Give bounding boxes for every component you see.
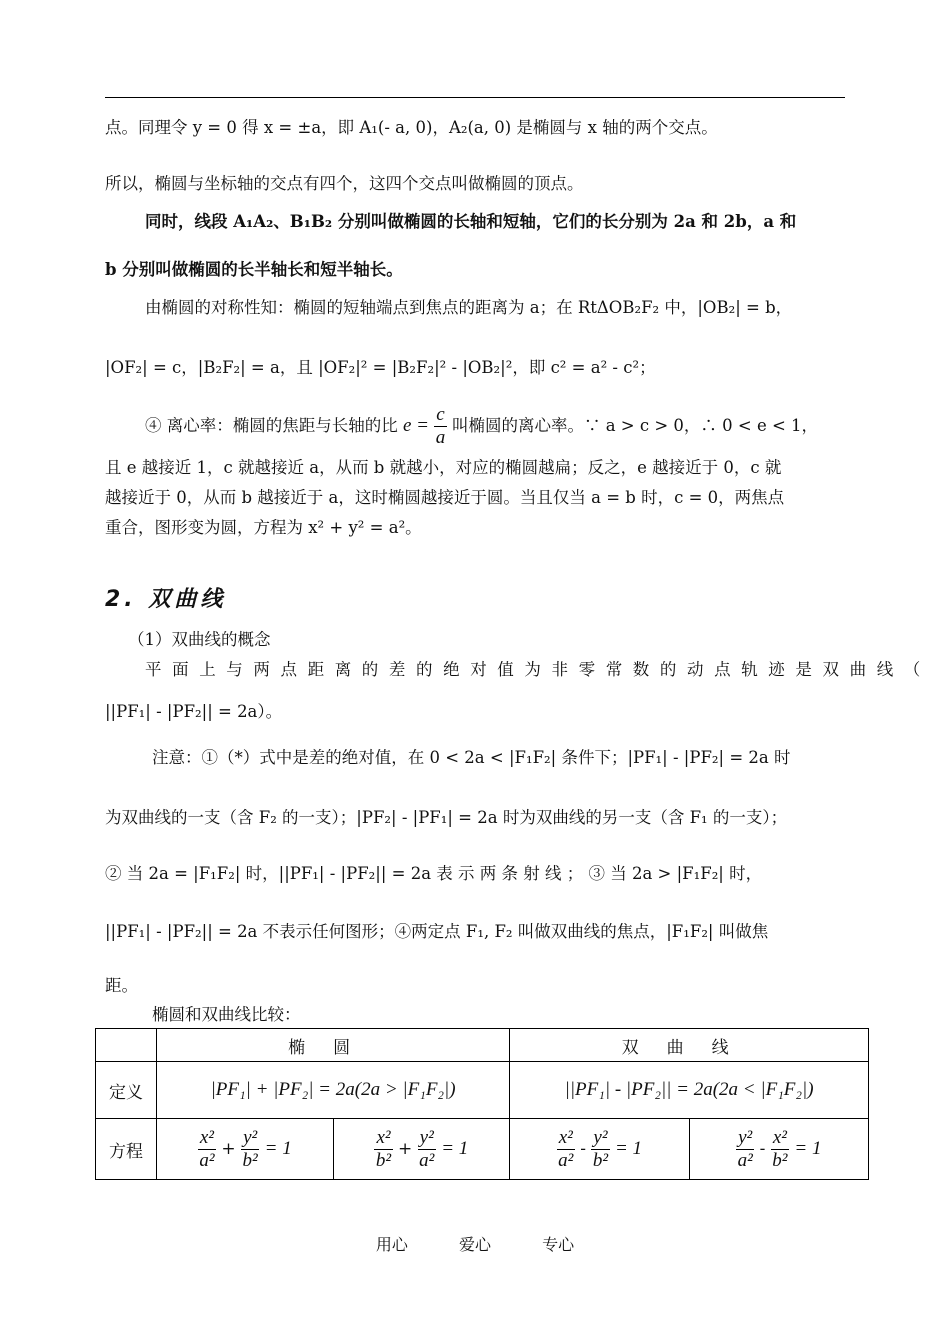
table-corner-cell — [96, 1029, 157, 1062]
header-hyperbola: 双曲线 — [510, 1029, 869, 1062]
eq-fraction — [557, 1127, 575, 1172]
definition-text: 平面上与两点距离的差的绝对值为非零常数的动点轨迹是双曲线（ — [145, 660, 931, 679]
eccentricity-fraction — [434, 404, 446, 449]
header-rule — [105, 97, 845, 98]
eq-denominator: b² — [772, 1149, 788, 1171]
eq-operator: - — [759, 1138, 766, 1159]
text-line-axes: 同时，线段 A₁A₂、B₁B₂ 分别叫做椭圆的长轴和短轴，它们的长分别为 2a 和 2b，a 和 — [145, 212, 797, 231]
eq-operator: + — [221, 1138, 236, 1159]
footer-item: 用心 — [375, 1235, 408, 1254]
subsection-title: （1）双曲线的概念 — [128, 630, 271, 649]
text-line-intersections: 点。同理令 y = 0 得 x = ±a，即 A₁(- a, 0)，A₂(a, 0) 是椭圆与 x 轴的两个交点。 — [105, 118, 718, 137]
eq-denominator: a² — [737, 1149, 753, 1171]
eq-numerator: x² — [376, 1126, 391, 1148]
equation-cell — [510, 1119, 689, 1180]
hyperbola-definition: ||PF₁| - |PF₂|| = 2a(2a < |F₁F₂|) — [510, 1062, 869, 1119]
text-line-semi-axes: b 分别叫做椭圆的长半轴长和短半轴长。 — [105, 260, 403, 279]
equation-cell — [333, 1119, 510, 1180]
note-line-5: 距。 — [105, 976, 138, 995]
note-line-2: 为双曲线的一支（含 F₂ 的一支）；|PF₂| - |PF₁| = 2a 时为双曲线的另一支（含 F₁ 的一支）； — [105, 808, 788, 827]
eq-rhs: = 1 — [441, 1137, 469, 1159]
ellipse-definition: |PF₁| + |PF₂| = 2a(2a > |F₁F₂|) — [157, 1062, 510, 1119]
text-line-vertices: 所以，椭圆与坐标轴的交点有四个，这四个交点叫做椭圆的顶点。 — [105, 174, 584, 193]
eccentricity-intro: ④ 离心率：椭圆的焦距与长轴的比 — [145, 416, 398, 435]
eq-fraction — [374, 1127, 392, 1172]
eq-numerator: y² — [243, 1126, 258, 1148]
text-line-circle: 越接近于 0，从而 b 越接近于 a，这时椭圆越接近于圆。当且仅当 a = b 时，c = 0，两焦点 — [105, 488, 785, 507]
eq-fraction — [771, 1127, 789, 1172]
eq-fraction — [198, 1127, 216, 1172]
eq-rhs: = 1 — [614, 1137, 643, 1159]
text-line-flatness: 且 e 越接近 1，c 就越接近 a，从而 b 就越小，对应的椭圆越扁；反之，e 越接近于 0，c 就 — [105, 458, 782, 477]
equation-cell — [157, 1119, 334, 1180]
text-line-circle-equation: 重合，图形变为圆，方程为 x² + y² = a²。 — [105, 518, 422, 537]
text-line-relation: |OF₂| = c，|B₂F₂| = a，且 |OF₂|² = |B₂F₂|² - |OB₂|²，即 c² = a² - c²； — [105, 358, 656, 377]
footer-item: 专心 — [542, 1235, 575, 1254]
table-row-equation — [96, 1119, 869, 1180]
eq-numerator: x² — [199, 1126, 215, 1148]
eq-numerator: x² — [558, 1126, 573, 1148]
eq-denominator: a² — [199, 1149, 215, 1171]
equation-cell — [689, 1119, 868, 1180]
eq-numerator: x² — [772, 1126, 787, 1148]
eq-fraction — [241, 1127, 259, 1172]
section-heading: 2. 双曲线 — [105, 587, 227, 612]
eq-denominator: a² — [558, 1149, 574, 1171]
eq-fraction — [418, 1127, 436, 1172]
eq-denominator: a² — [419, 1149, 435, 1171]
table-row-definition — [96, 1062, 869, 1119]
fraction-denominator: a — [435, 427, 446, 448]
eq-denominator: b² — [242, 1149, 258, 1171]
eq-fraction — [736, 1127, 754, 1172]
eq-denominator: b² — [375, 1149, 392, 1171]
comparison-title: 椭圆和双曲线比较： — [152, 1005, 301, 1024]
eq-operator: - — [580, 1138, 586, 1159]
row-label-definition: 定义 — [96, 1062, 157, 1119]
eq-operator: + — [398, 1138, 413, 1159]
eq-rhs: = 1 — [264, 1137, 292, 1159]
header-ellipse: 椭圆 — [157, 1029, 510, 1062]
eq-rhs: = 1 — [794, 1137, 822, 1159]
eccentricity-range: 叫椭圆的离心率。∵ a > c > 0，∴ 0 < e < 1， — [451, 416, 819, 435]
comparison-table — [95, 1028, 869, 1180]
note-line-4: ||PF₁| - |PF₂|| = 2a 不表示任何图形；④两定点 F₁, F₂ 叫做双曲线的焦点，|F₁F₂| 叫做焦 — [105, 922, 769, 941]
note-line-3: ② 当 2a = |F₁F₂| 时，||PF₁| - |PF₂|| = 2a 表 示 两 条 射 线 ； ③ 当 2a > |F₁F₂| 时， — [105, 864, 763, 883]
eq-fraction — [591, 1127, 609, 1172]
definition-formula: ||PF₁| - |PF₂|| = 2a）。 — [105, 702, 283, 721]
eq-denominator: b² — [592, 1149, 609, 1171]
eq-numerator: y² — [738, 1126, 753, 1148]
page-footer — [0, 1232, 950, 1255]
eq-numerator: y² — [593, 1126, 608, 1148]
text-line-eccentricity — [145, 404, 818, 449]
eccentricity-symbol: e = — [403, 415, 430, 436]
row-label-equation: 方程 — [96, 1119, 157, 1180]
footer-item: 爱心 — [458, 1235, 491, 1254]
table-header-row — [96, 1029, 869, 1062]
text-line-symmetry: 由椭圆的对称性知：椭圆的短轴端点到焦点的距离为 a；在 RtΔOB₂F₂ 中，|OB₂| = b， — [145, 298, 793, 317]
note-line-1: 注意：①（*）式中是差的绝对值，在 0 < 2a < |F₁F₂| 条件下；|PF₁| - |PF₂| = 2a 时 — [152, 748, 791, 767]
fraction-numerator: c — [436, 404, 445, 425]
eq-numerator: y² — [419, 1126, 434, 1148]
